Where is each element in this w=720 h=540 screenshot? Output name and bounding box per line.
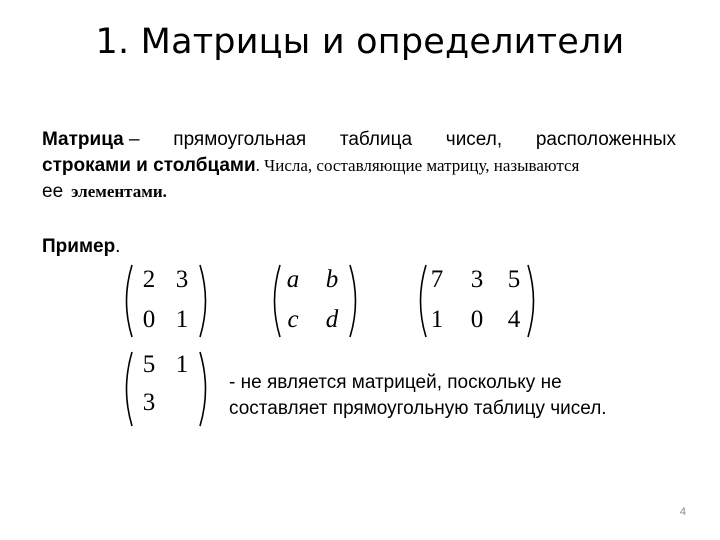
example-label-dot: . xyxy=(115,236,121,257)
definition-dash: – xyxy=(128,129,140,150)
right-paren-icon xyxy=(348,263,362,339)
matrix-cell: 5 xyxy=(142,351,156,378)
rows-and-columns-text: строками и столбцами xyxy=(42,155,256,176)
matrix-cell: b xyxy=(325,266,339,293)
matrix-cell: 1 xyxy=(175,306,189,333)
definition-word: расположенных xyxy=(535,129,676,150)
elements-term: элементами. xyxy=(71,182,167,201)
page-number: 4 xyxy=(679,506,686,518)
definition-line-3 xyxy=(42,179,676,205)
matrix-cell: 7 xyxy=(430,266,444,293)
non-matrix-note xyxy=(229,370,607,422)
matrix-cell: c xyxy=(287,306,299,333)
definition-word: прямоугольная xyxy=(173,129,307,150)
right-paren-icon xyxy=(526,263,540,339)
definition-line-1-lead xyxy=(42,127,140,153)
matrix-2x2-symbolic xyxy=(268,263,358,339)
definition-word: таблица xyxy=(339,129,413,150)
right-paren-icon xyxy=(198,350,212,428)
definition-line-2-serif: . Числа, составляющие матрицу, называются xyxy=(255,156,580,175)
matrix-cell: 3 xyxy=(175,266,189,293)
definition-line-2 xyxy=(42,153,676,179)
right-paren-icon xyxy=(198,263,212,339)
example-label xyxy=(42,236,120,258)
matrix-2x2-numeric xyxy=(120,263,210,339)
definition-text xyxy=(42,127,676,205)
matrix-cell: 4 xyxy=(507,306,521,333)
matrix-cell: 3 xyxy=(142,389,156,416)
matrix-cell: 0 xyxy=(142,306,156,333)
matrix-2x3-numeric xyxy=(414,263,534,339)
matrix-cell: 3 xyxy=(470,266,484,293)
matrix-cell: 1 xyxy=(175,351,189,378)
definition-line-3-sans: ее xyxy=(42,181,64,202)
matrix-cell: d xyxy=(325,306,339,333)
note-line-1: - не является матрицей, поскольку не xyxy=(229,372,562,393)
definition-line-1 xyxy=(42,127,676,153)
matrix-cell: a xyxy=(286,266,300,293)
matrix-cell: 1 xyxy=(430,306,444,333)
term-matrix: Матрица xyxy=(42,129,124,150)
example-label-text: Пример xyxy=(42,236,116,257)
matrix-cell: 2 xyxy=(142,266,156,293)
matrix-cell: 5 xyxy=(507,266,521,293)
non-rectangular-table xyxy=(120,350,210,428)
definition-word: чисел, xyxy=(445,129,503,150)
note-line-2: составляет прямоугольную таблицу чисел. xyxy=(229,398,607,419)
slide-title: 1. Матрицы и определители xyxy=(95,22,625,62)
matrix-cell: 0 xyxy=(470,306,484,333)
